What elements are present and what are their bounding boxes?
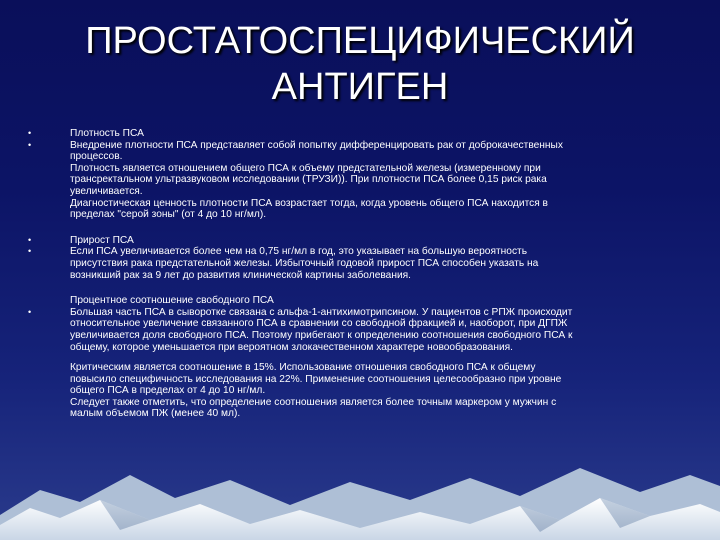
text-line: возникший рак за 9 лет до развития клинической картины заболевания.: [70, 269, 411, 281]
section-free-psa-body: [70, 307, 668, 420]
text-line: Внедрение плотности ПСА представляет собой попытку дифференцировать рак от доброкачественных: [70, 139, 563, 151]
text-line: Следует также отметить, что определение соотношения является более точным маркером у мужчин с: [70, 396, 557, 408]
bullet: •: [28, 128, 32, 138]
text-line: присутствия рака предстательной железы. Избыточный годовой прирост ПСА способен указать на: [70, 257, 539, 269]
title-line-1: ПРОСТАТОСПЕЦИФИЧЕСКИЙ: [85, 20, 635, 62]
section-density-heading: Плотность ПСА: [70, 128, 144, 139]
bullet: •: [28, 246, 32, 257]
text-line: Диагностическая ценность плотности ПСА возрастает тогда, когда уровень общего ПСА находится в: [70, 197, 548, 209]
text-line: общего ПСА в пределах от 4 до 10 нг/мл.: [70, 385, 266, 397]
text-line: относительное увеличение связанного ПСА в сравнении со свободной фракцией и, наоборот, при ДГПЖ: [70, 318, 568, 330]
bullet: •: [28, 306, 32, 317]
section-free-psa-heading-row: [28, 295, 668, 307]
title-line-2: АНТИГЕН: [271, 66, 449, 108]
text-line: Большая часть ПСА в сыворотке связана с альфа-1-антихимотрипсином. У пациентов с РПЖ происходит: [70, 306, 573, 318]
slide-title: [0, 18, 720, 110]
text-line: пределах "серой зоны" (от 4 до 10 нг/мл).: [70, 209, 267, 221]
text-line: увеличивается.: [70, 185, 143, 197]
text-line: трансректальном ультразвуковом исследовании (ТРУЗИ)). При плотности ПСА более 0,15 риск рака: [70, 174, 547, 186]
section-growth-heading: Прирост ПСА: [70, 234, 134, 246]
section-free-psa-body-row: [28, 307, 668, 420]
section-free-psa-heading: Процентное соотношение свободного ПСА: [70, 295, 274, 307]
section-growth-body: [70, 246, 668, 281]
text-line: увеличивается доля свободного ПСА. Поэтому прибегают к определению соотношения свободного ПСА к: [70, 329, 573, 341]
text-line: общему, которое уменьшается при вероятном злокачественном характере новообразования.: [70, 341, 513, 353]
section-density-body-row: [28, 140, 668, 221]
bullet: •: [28, 234, 32, 245]
section-growth-heading-row: [28, 235, 668, 247]
section-density-body: [70, 140, 668, 221]
text-line: Плотность является отношением общего ПСА к объему предстательной железы (измеренному при: [70, 162, 541, 174]
slide-content: [28, 128, 668, 420]
text-line: Критическим является соотношение в 15%. Использование отношения свободного ПСА к общему: [70, 362, 536, 374]
text-line: малым объемом ПЖ (менее 40 мл).: [70, 408, 241, 420]
text-line: Если ПСА увеличивается более чем на 0,75 нг/мл в год, это указывает на большую вероятность: [70, 246, 528, 258]
text-line: процессов.: [70, 151, 123, 163]
text-line: повысило специфичность исследования на 22%. Применение соотношения целесообразно при уровне: [70, 373, 562, 385]
bullet: •: [28, 139, 32, 150]
snowy-mountains-decoration: [0, 420, 720, 540]
section-density-heading-row: [28, 128, 668, 140]
section-growth-body-row: [28, 246, 668, 281]
